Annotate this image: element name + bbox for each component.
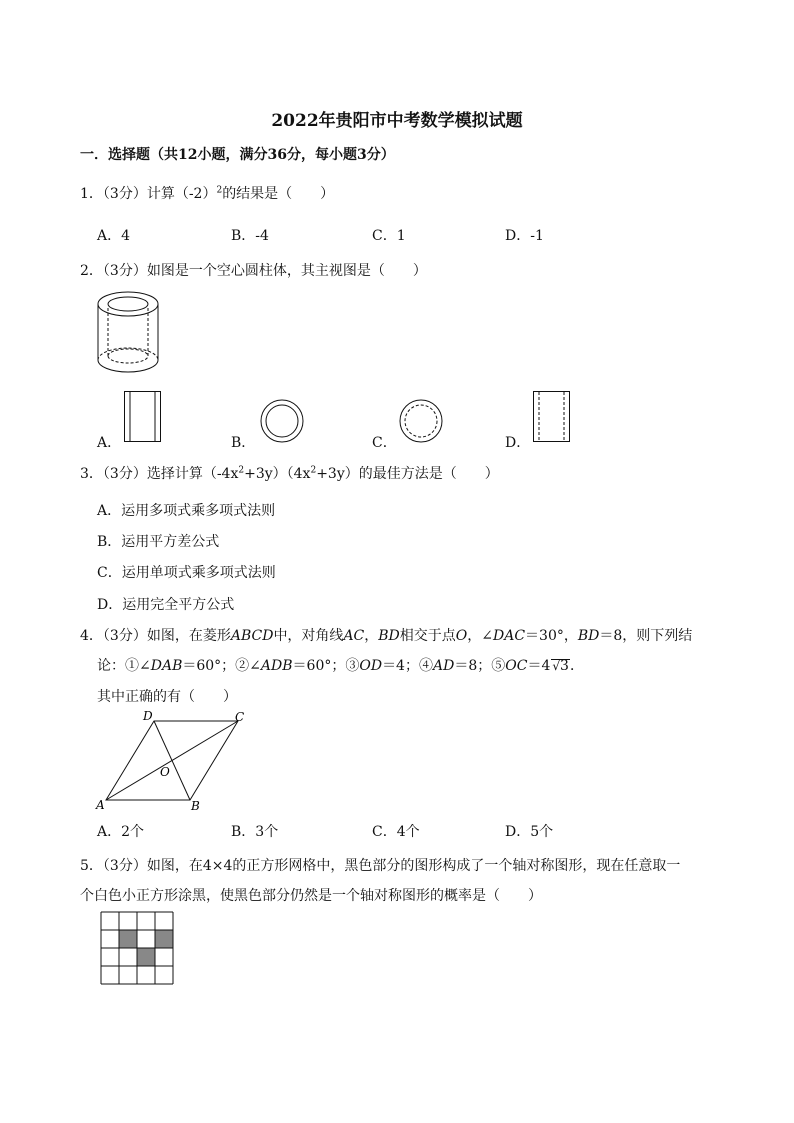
question-4-stem-line-2: 论：①∠DAB＝60°；②∠ADB＝60°；③OD＝4；④AD＝8；⑤OC＝4 √3． (97, 658, 584, 674)
question-3-option-d[interactable]: D．运用完全平方公式 (97, 597, 235, 613)
question-1-option-d[interactable]: D．-1 (505, 228, 544, 244)
question-4-option-d[interactable]: D．5个 (505, 824, 554, 840)
question-4-option-c[interactable]: C．4个 (372, 824, 420, 840)
center-o-label: O (160, 765, 170, 779)
question-4-option-a[interactable]: A．2个 (97, 824, 145, 840)
grid-4x4-figure (100, 911, 176, 987)
question-3-stem: 3．（3分）选择计算$(-4x^2+3y)(4x^2+3y)$的最佳方法是（ ） (80, 465, 499, 482)
question-3-option-c[interactable]: C．运用单项式乘多项式法则 (97, 565, 276, 581)
vertex-c-label: C (235, 710, 245, 724)
option-b-concentric-circles[interactable] (259, 398, 305, 444)
option-a-rectangle-solid-lines[interactable] (124, 391, 162, 443)
page-title: 2022年贵阳市中考数学模拟试题 (271, 111, 523, 131)
section-header: 一．选择题（共12小题，满分36分，每小题3分） (80, 147, 395, 163)
question-4-stem-line-3: 其中正确的有（ ） (97, 689, 237, 705)
hollow-cylinder-figure (96, 290, 166, 375)
question-3-option-a[interactable]: A．运用多项式乘多项式法则 (97, 503, 276, 519)
question-4-stem-line-1: 4．（3分）如图，在菱形ABCD中，对角线AC，BD相交于点O，∠DAC＝30°，BD＝8，则下列结 (80, 628, 693, 644)
question-5-stem-line-1: 5．（3分）如图，在4×4的正方形网格中，黑色部分的图形构成了一个轴对称图形，现在任意取一 (80, 858, 681, 874)
vertex-b-label: B (191, 799, 200, 813)
question-1-option-b[interactable]: B．-4 (231, 228, 269, 244)
vertex-d-label: D (143, 709, 153, 723)
question-2-option-d-label[interactable]: D． (505, 435, 531, 451)
option-c-circle-dashed-inner[interactable] (398, 398, 444, 444)
option-d-rectangle-dashed-lines[interactable] (533, 391, 571, 443)
question-2-option-c-label[interactable]: C． (372, 435, 397, 451)
question-1-option-a[interactable]: A．4 (97, 228, 131, 244)
sqrt-three: √3 (552, 658, 569, 674)
question-2-stem: 2．（3分）如图是一个空心圆柱体，其主视图是（ ） (80, 263, 427, 279)
question-2-option-b-label[interactable]: B． (231, 435, 256, 451)
question-4-option-b[interactable]: B．3个 (231, 824, 279, 840)
question-5-stem-line-2: 个白色小正方形涂黑，使黑色部分仍然是一个轴对称图形的概率是（ ） (80, 888, 542, 904)
question-2-option-a-label[interactable]: A． (97, 435, 122, 451)
vertex-a-label: A (96, 798, 105, 812)
question-3-option-b[interactable]: B．运用平方差公式 (97, 534, 220, 550)
question-1-option-c[interactable]: C．1 (372, 228, 406, 244)
question-1-stem: 1．（3分）计算$(-2)^2$的结果是（ ） (80, 185, 335, 202)
rhombus-figure (96, 708, 256, 814)
